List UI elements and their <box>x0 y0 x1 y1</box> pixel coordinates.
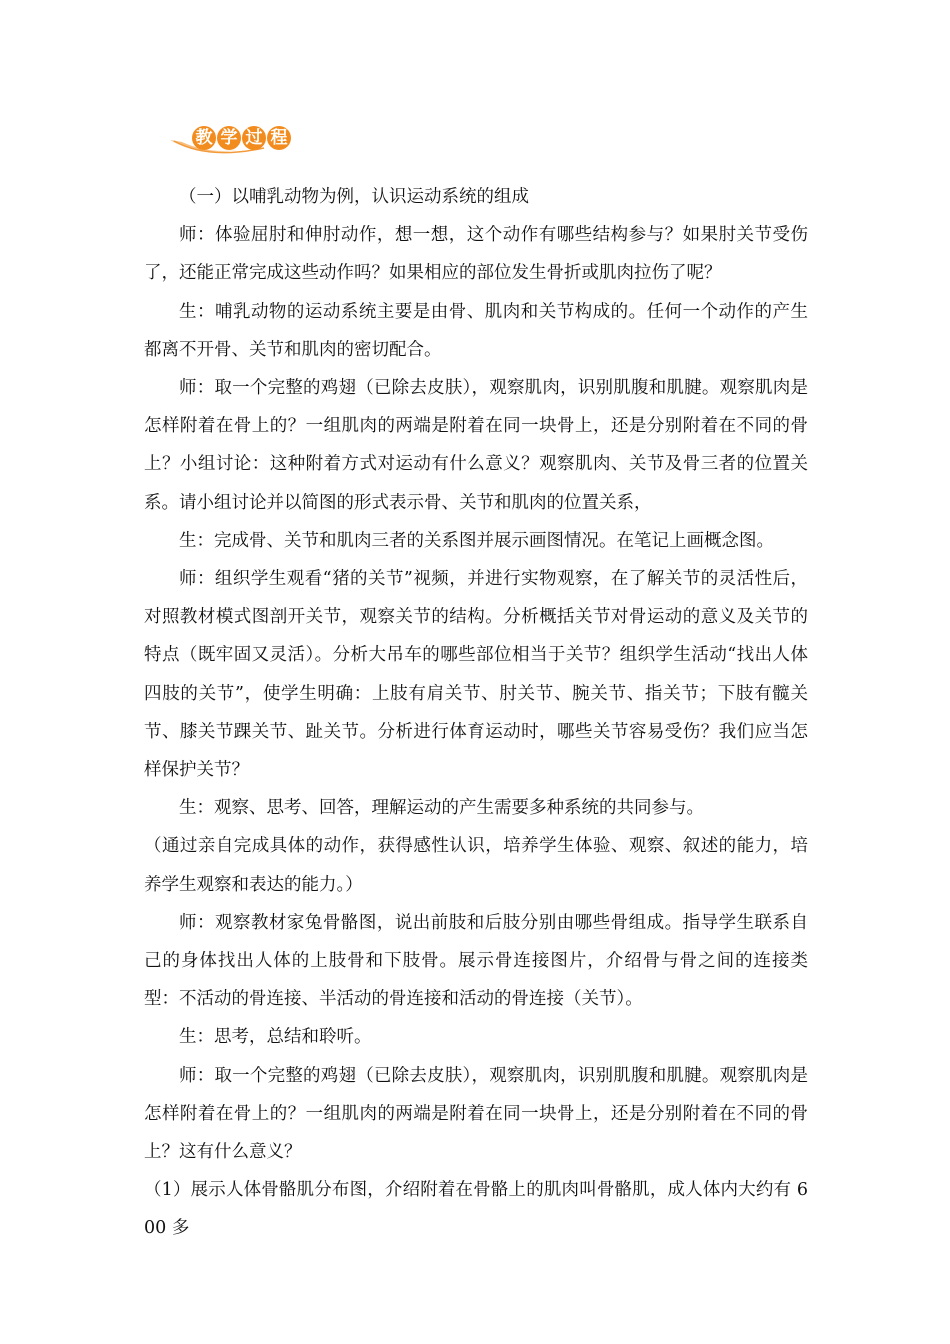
paragraph: 师：组织学生观看“猪的关节”视频，并进行实物观察，在了解关节的灵活性后，对照教材模式图剖开关节，观察关节的结构。分析概括关节对骨运动的意义及关节的特点（既牢固又灵活）。分析大吊车的哪些部位相当于关节？组织学生活动“找出人体四肢的关节”，使学生明确：上肢有肩关节、肘关节、腕关节、指关节；下肢有髋关节、膝关节踝关节、趾关节。分析进行体育运动时，哪些关节容易受伤？我们应当怎样保护关节？ <box>144 569 808 781</box>
paragraph: 生：哺乳动物的运动系统主要是由骨、肌肉和关节构成的。任何一个动作的产生都离不开骨、关节和肌肉的密切配合。 <box>144 301 808 360</box>
paragraph: 师：体验屈肘和伸肘动作，想一想，这个动作有哪些结构参与？如果肘关节受伤了，还能正常完成这些动作吗？如果相应的部位发生骨折或肌肉拉伤了呢？ <box>144 225 808 284</box>
paragraph: 生：思考，总结和聆听。 <box>179 1027 372 1048</box>
paragraph: 师：取一个完整的鸡翅（已除去皮肤），观察肌肉，识别肌腹和肌腱。观察肌肉是怎样附着在骨上的？一组肌肉的两端是附着在同一块骨上，还是分别附着在不同的骨上？这有什么意义？ <box>144 1065 808 1163</box>
paragraph: （通过亲自完成具体的动作，获得感性认识，培养学生体验、观察、叙述的能力，培养学生观察和表达的能力。） <box>144 836 808 895</box>
badge-char: 过 <box>242 126 266 150</box>
paragraph: （1）展示人体骨骼肌分布图，介绍附着在骨骼上的肌肉叫骨骼肌，成人体内大约有 600 多 <box>144 1180 808 1239</box>
badge-char: 学 <box>217 126 241 150</box>
paragraph: 师：观察教材家兔骨骼图，说出前肢和后肢分别由哪些骨组成。指导学生联系自己的身体找出人体的上肢骨和下肢骨。展示骨连接图片，介绍骨与骨之间的连接类型：不活动的骨连接、半活动的骨连接和活动的骨连接（关节）。 <box>144 912 808 1010</box>
paragraph: 生：观察、思考、回答，理解运动的产生需要多种系统的共同参与。 <box>179 798 704 819</box>
paragraph: 师：取一个完整的鸡翅（已除去皮肤），观察肌肉，识别肌腹和肌腱。观察肌肉是怎样附着在骨上的？一组肌肉的两端是附着在同一块骨上，还是分别附着在不同的骨上？小组讨论：这种附着方式对运动有什么意义？观察肌肉、关节及骨三者的位置关系。请小组讨论并以简图的形式表示骨、关节和肌肉的位置关系， <box>144 378 808 513</box>
badge-char: 教 <box>192 126 216 150</box>
section-badge <box>168 116 300 160</box>
document-body <box>144 178 808 1248</box>
section-heading: （一）以哺乳动物为例，认识运动系统的组成 <box>179 187 529 207</box>
badge-title <box>192 126 291 150</box>
paragraph: 生：完成骨、关节和肌肉三者的关系图并展示画图情况。在笔记上画概念图。 <box>179 530 774 551</box>
badge-char: 程 <box>267 126 291 150</box>
